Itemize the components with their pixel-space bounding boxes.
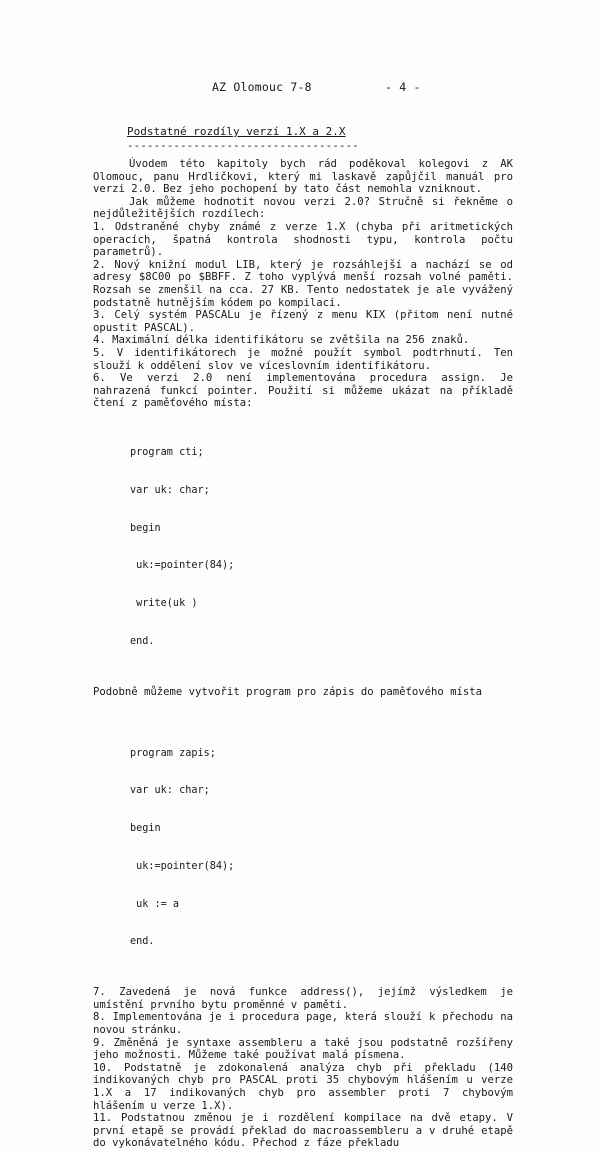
code-line: end.	[130, 936, 155, 948]
list-item-8: 8. Implementována je i procedura page, která slouží k přechodu na novou stránku.	[93, 1011, 513, 1036]
code-line: end.	[130, 635, 155, 647]
list-item-7: 7. Zavedená je nová funkce address(), jejímž výsledkem je umístění prvního bytu proměnné v paměti.	[93, 986, 513, 1011]
list-item-2: 2. Nový knižní modul LIB, který je rozsáhlejší a nachází se od adresy $8C00 po $BBFF. Z toho vyplývá menší rozsah volné paměti. Rozsah se zmenšil na cca. 27 KB. Tento nedostatek je ale vyvážený podstatně hutnějším kódem po kompilaci.	[93, 258, 513, 309]
list-item-1: 1. Odstraněné chyby známé z verze 1.X (chyba při aritmetických operacích, špatná kontrola shodnosti typu, kontrola počtu parametrů).	[93, 220, 513, 259]
spacer	[93, 974, 513, 986]
code-line: write(uk )	[130, 598, 198, 610]
code-line: uk:=pointer(84);	[130, 860, 235, 872]
code-line: uk := a	[130, 898, 180, 910]
list-item-10: 10. Podstatně je zdokonalená analýza chyb při překladu (140 indikovaných chyb pro PASCAL proti 35 chybovým hlášením u verze 1.X a 17 indikovaných chyb pro assembler proti 7 chybovým hlášením u verze 1.X).	[93, 1061, 513, 1112]
code-block-read	[93, 422, 513, 674]
list-item-5: 5. V identifikátorech je možné použít symbol podtrhnutí. Ten slouží k oddělení slov ve víceslovním identifikátoru.	[93, 346, 513, 372]
spacer	[93, 410, 513, 422]
intro-paragraph-2: Jak můžeme hodnotit novou verzi 2.0? Stručně si řekněme o nejdůležitějších rozdílech:	[93, 195, 513, 221]
title-underline: -----------------------------------	[127, 139, 359, 152]
list-item-3: 3. Celý systém PASCALu je řízený z menu KIX (přitom není nutné opustit PASCAL).	[93, 309, 513, 334]
list-item-6: 6. Ve verzi 2.0 není implementována procedura assign. Je nahrazená funkcí pointer. Použití si můžeme ukázat na příkladě čtení z paměťového místa:	[93, 372, 513, 410]
code-line: begin	[130, 823, 161, 835]
header-source: AZ Olomouc 7-8	[212, 80, 312, 94]
code-line: begin	[130, 522, 161, 534]
spacer	[93, 698, 513, 722]
code-line: uk:=pointer(84);	[130, 560, 235, 572]
code-block-write	[93, 722, 513, 974]
list-item-9: 9. Změněná je syntaxe assembleru a také jsou podstatně rozšířeny jeho možnosti. Můžeme také používat malá písmena.	[93, 1036, 513, 1062]
code-line: program cti;	[130, 447, 204, 459]
section-title: Podstatné rozdíly verzí 1.X a 2.X	[127, 125, 346, 138]
page-number: - 4 -	[385, 80, 421, 94]
intro-paragraph-1: Úvodem této kapitoly bych rád poděkoval kolegovi z AK Olomouc, panu Hrdličkovi, který mi laskavě zapůjčil manuál pro verzi 2.0. Bez jeho pochopení by tato část nemohla vzniknout.	[93, 158, 513, 196]
list-item-11: 11. Podstatnou změnou je i rozdělení kompilace na dvě etapy. V první etapě se provádí překlad do macroassembleru a v druhé etapě do vykonávatelného kódu. Přechod z fáze překladu	[93, 1112, 513, 1150]
code-line: var uk: char;	[130, 484, 210, 496]
document-body	[93, 158, 513, 1150]
list-item-4: 4. Maximální délka identifikátoru se zvětšila na 256 znaků.	[93, 334, 470, 347]
code-line: var uk: char;	[130, 785, 210, 797]
spacer	[93, 674, 513, 686]
code-line: program zapis;	[130, 747, 216, 759]
middle-paragraph: Podobně můžeme vytvořit program pro zápis do paměťového místa	[93, 685, 483, 698]
